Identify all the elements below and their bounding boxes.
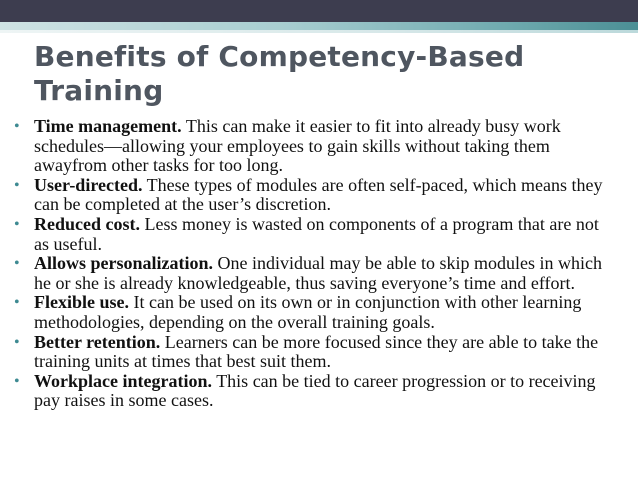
bullet-item-allows-personalization	[14, 254, 614, 293]
bullet-text: This can be tied to career progression or to receiving pay raises in some cases.	[34, 370, 596, 411]
header-bar-teal-light	[0, 30, 638, 33]
slide-title: Benefits of Competency-Based Training	[34, 40, 525, 107]
bullet-lead: Time management.	[34, 116, 182, 136]
bullet-icon: •	[14, 333, 20, 351]
bullet-icon: •	[14, 176, 20, 194]
bullet-item-time-management	[14, 117, 614, 176]
bullet-item-flexible-use	[14, 293, 614, 332]
bullet-item-better-retention	[14, 333, 614, 372]
bullet-text: It can be used on its own or in conjunction with other learning methodologies, depending on the overall training goals.	[34, 292, 582, 332]
bullet-item-workplace-integration	[14, 372, 614, 411]
bullet-lead: Flexible use.	[34, 292, 129, 313]
bullet-lead: Allows personalization.	[34, 253, 214, 274]
bullet-icon: •	[14, 294, 20, 312]
bullet-lead: Workplace integration.	[34, 370, 212, 391]
header-bar-teal	[0, 22, 638, 30]
bullet-item-user-directed	[14, 176, 614, 215]
bullet-text: One individual may be able to skip modules in which he or she is already knowledgeable, thus saving everyone’s time and effort.	[34, 253, 602, 293]
bullet-icon: •	[14, 118, 20, 135]
bullet-lead: Better retention.	[34, 331, 161, 352]
bullet-lead: User-directed.	[34, 174, 143, 195]
bullet-icon: •	[14, 255, 20, 273]
bullet-list	[14, 117, 614, 411]
bullet-text: Learners can be more focused since they are able to take the training units at times that best suit them.	[34, 331, 599, 372]
header-bar-dark	[0, 0, 638, 22]
bullet-text: This can make it easier to fit into already busy work schedules—allowing your employees to gain skills without taking them awayfrom other tasks for too long.	[34, 116, 561, 176]
bullet-text: Less money is wasted on components of a program that are not as useful.	[34, 213, 599, 254]
bullet-icon: •	[14, 372, 20, 390]
bullet-lead: Reduced cost.	[34, 213, 140, 234]
bullet-text: These types of modules are often self-paced, which means they can be completed at the user’s discretion.	[34, 174, 603, 215]
bullet-item-reduced-cost	[14, 215, 614, 254]
bullet-icon: •	[14, 215, 20, 233]
